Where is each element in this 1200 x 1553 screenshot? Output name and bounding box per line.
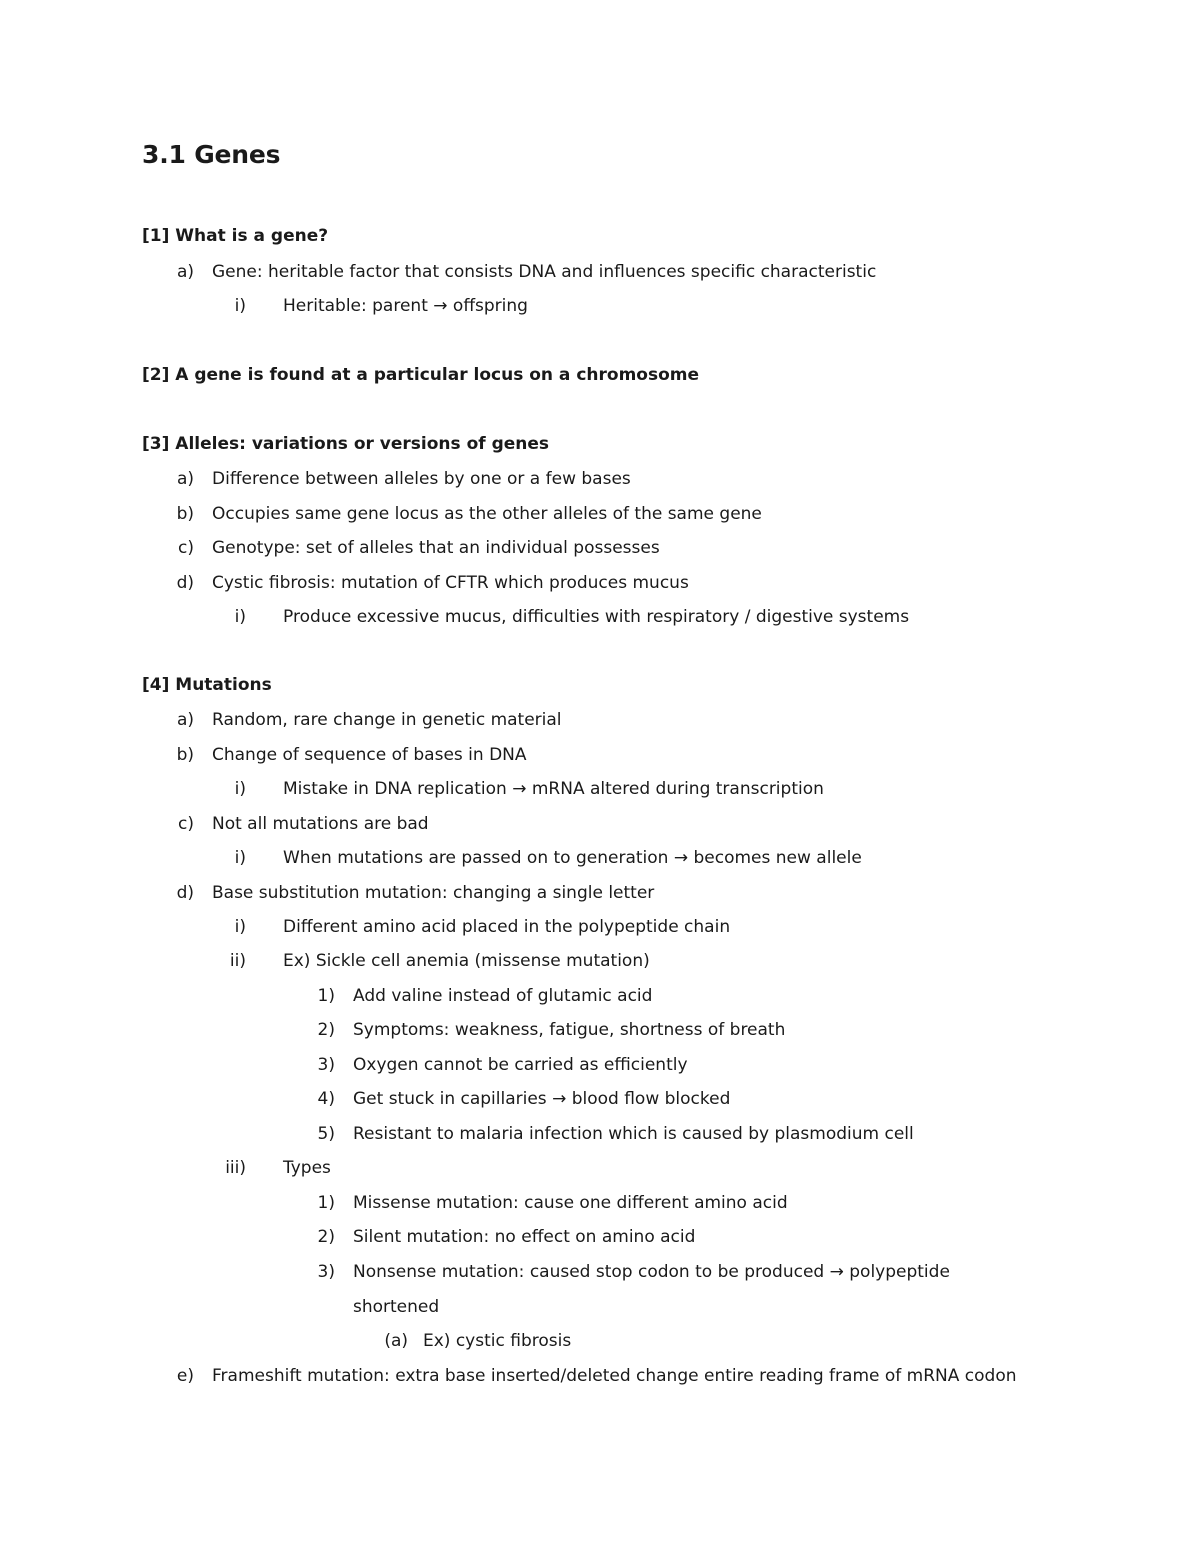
list-marker: i): [234, 607, 246, 627]
section-4-heading: [4] Mutations: [142, 675, 272, 695]
list-marker: iii): [225, 1158, 246, 1178]
section-2-heading: [2] A gene is found at a particular locus on a chromosome: [142, 365, 699, 385]
list-item-text: Random, rare change in genetic material: [212, 710, 562, 730]
list-item-text: Ex) cystic fibrosis: [423, 1331, 572, 1351]
list-item-text: Oxygen cannot be carried as efficiently: [353, 1055, 688, 1075]
list-item-text: Frameshift mutation: extra base inserted/deleted change entire reading frame of mRNA codon: [212, 1366, 1017, 1386]
list-item-text: Difference between alleles by one or a few bases: [212, 469, 631, 489]
list-marker: b): [176, 745, 194, 765]
list-marker: 2): [317, 1227, 335, 1247]
list-item-text: Ex) Sickle cell anemia (missense mutation): [283, 951, 650, 971]
list-marker: 3): [317, 1055, 335, 1075]
list-marker: a): [176, 262, 194, 282]
list-item-text: Add valine instead of glutamic acid: [353, 986, 653, 1006]
list-item-text: Missense mutation: cause one different amino acid: [353, 1193, 788, 1213]
list-item-text: shortened: [353, 1297, 440, 1317]
section-1-heading: [1] What is a gene?: [142, 226, 329, 246]
list-item-text: Different amino acid placed in the polypeptide chain: [283, 917, 731, 937]
list-item-text: Cystic fibrosis: mutation of CFTR which produces mucus: [212, 573, 689, 593]
list-marker: b): [176, 504, 194, 524]
list-marker: 1): [317, 1193, 335, 1213]
section-3-heading: [3] Alleles: variations or versions of genes: [142, 434, 550, 454]
list-marker: c): [178, 538, 194, 558]
list-item-text: Occupies same gene locus as the other alleles of the same gene: [212, 504, 762, 524]
list-item-text: Symptoms: weakness, fatigue, shortness of breath: [353, 1020, 786, 1040]
list-item-text: When mutations are passed on to generation → becomes new allele: [283, 848, 862, 868]
list-marker: i): [234, 917, 246, 937]
list-marker: a): [176, 710, 194, 730]
list-item-text: Base substitution mutation: changing a single letter: [212, 883, 655, 903]
list-marker: c): [178, 814, 194, 834]
list-item-text: Mistake in DNA replication → mRNA altered during transcription: [283, 779, 824, 799]
list-marker: d): [176, 573, 194, 593]
list-item-text: Types: [283, 1158, 331, 1178]
list-item-text: Nonsense mutation: caused stop codon to be produced → polypeptide: [353, 1262, 950, 1282]
list-item-text: Change of sequence of bases in DNA: [212, 745, 527, 765]
list-item-text: Genotype: set of alleles that an individual possesses: [212, 538, 660, 558]
list-marker: 3): [317, 1262, 335, 1282]
list-item-text: Not all mutations are bad: [212, 814, 429, 834]
list-marker: ii): [229, 951, 246, 971]
page-title: 3.1 Genes: [142, 140, 281, 169]
list-item-text: Heritable: parent → offspring: [283, 296, 528, 316]
list-item-text: Get stuck in capillaries → blood flow blocked: [353, 1089, 731, 1109]
list-marker: 4): [317, 1089, 335, 1109]
list-marker: i): [234, 848, 246, 868]
list-marker: d): [176, 883, 194, 903]
list-marker: 1): [317, 986, 335, 1006]
list-item-text: Resistant to malaria infection which is caused by plasmodium cell: [353, 1124, 914, 1144]
list-item-text: Gene: heritable factor that consists DNA and influences specific characteristic: [212, 262, 877, 282]
list-item-text: Produce excessive mucus, difficulties with respiratory / digestive systems: [283, 607, 910, 627]
list-marker: (a): [384, 1331, 408, 1351]
list-marker: a): [176, 469, 194, 489]
list-marker: i): [234, 296, 246, 316]
list-marker: 5): [317, 1124, 335, 1144]
list-item-text: Silent mutation: no effect on amino acid: [353, 1227, 696, 1247]
list-marker: i): [234, 779, 246, 799]
list-marker: e): [176, 1366, 194, 1386]
list-marker: 2): [317, 1020, 335, 1040]
